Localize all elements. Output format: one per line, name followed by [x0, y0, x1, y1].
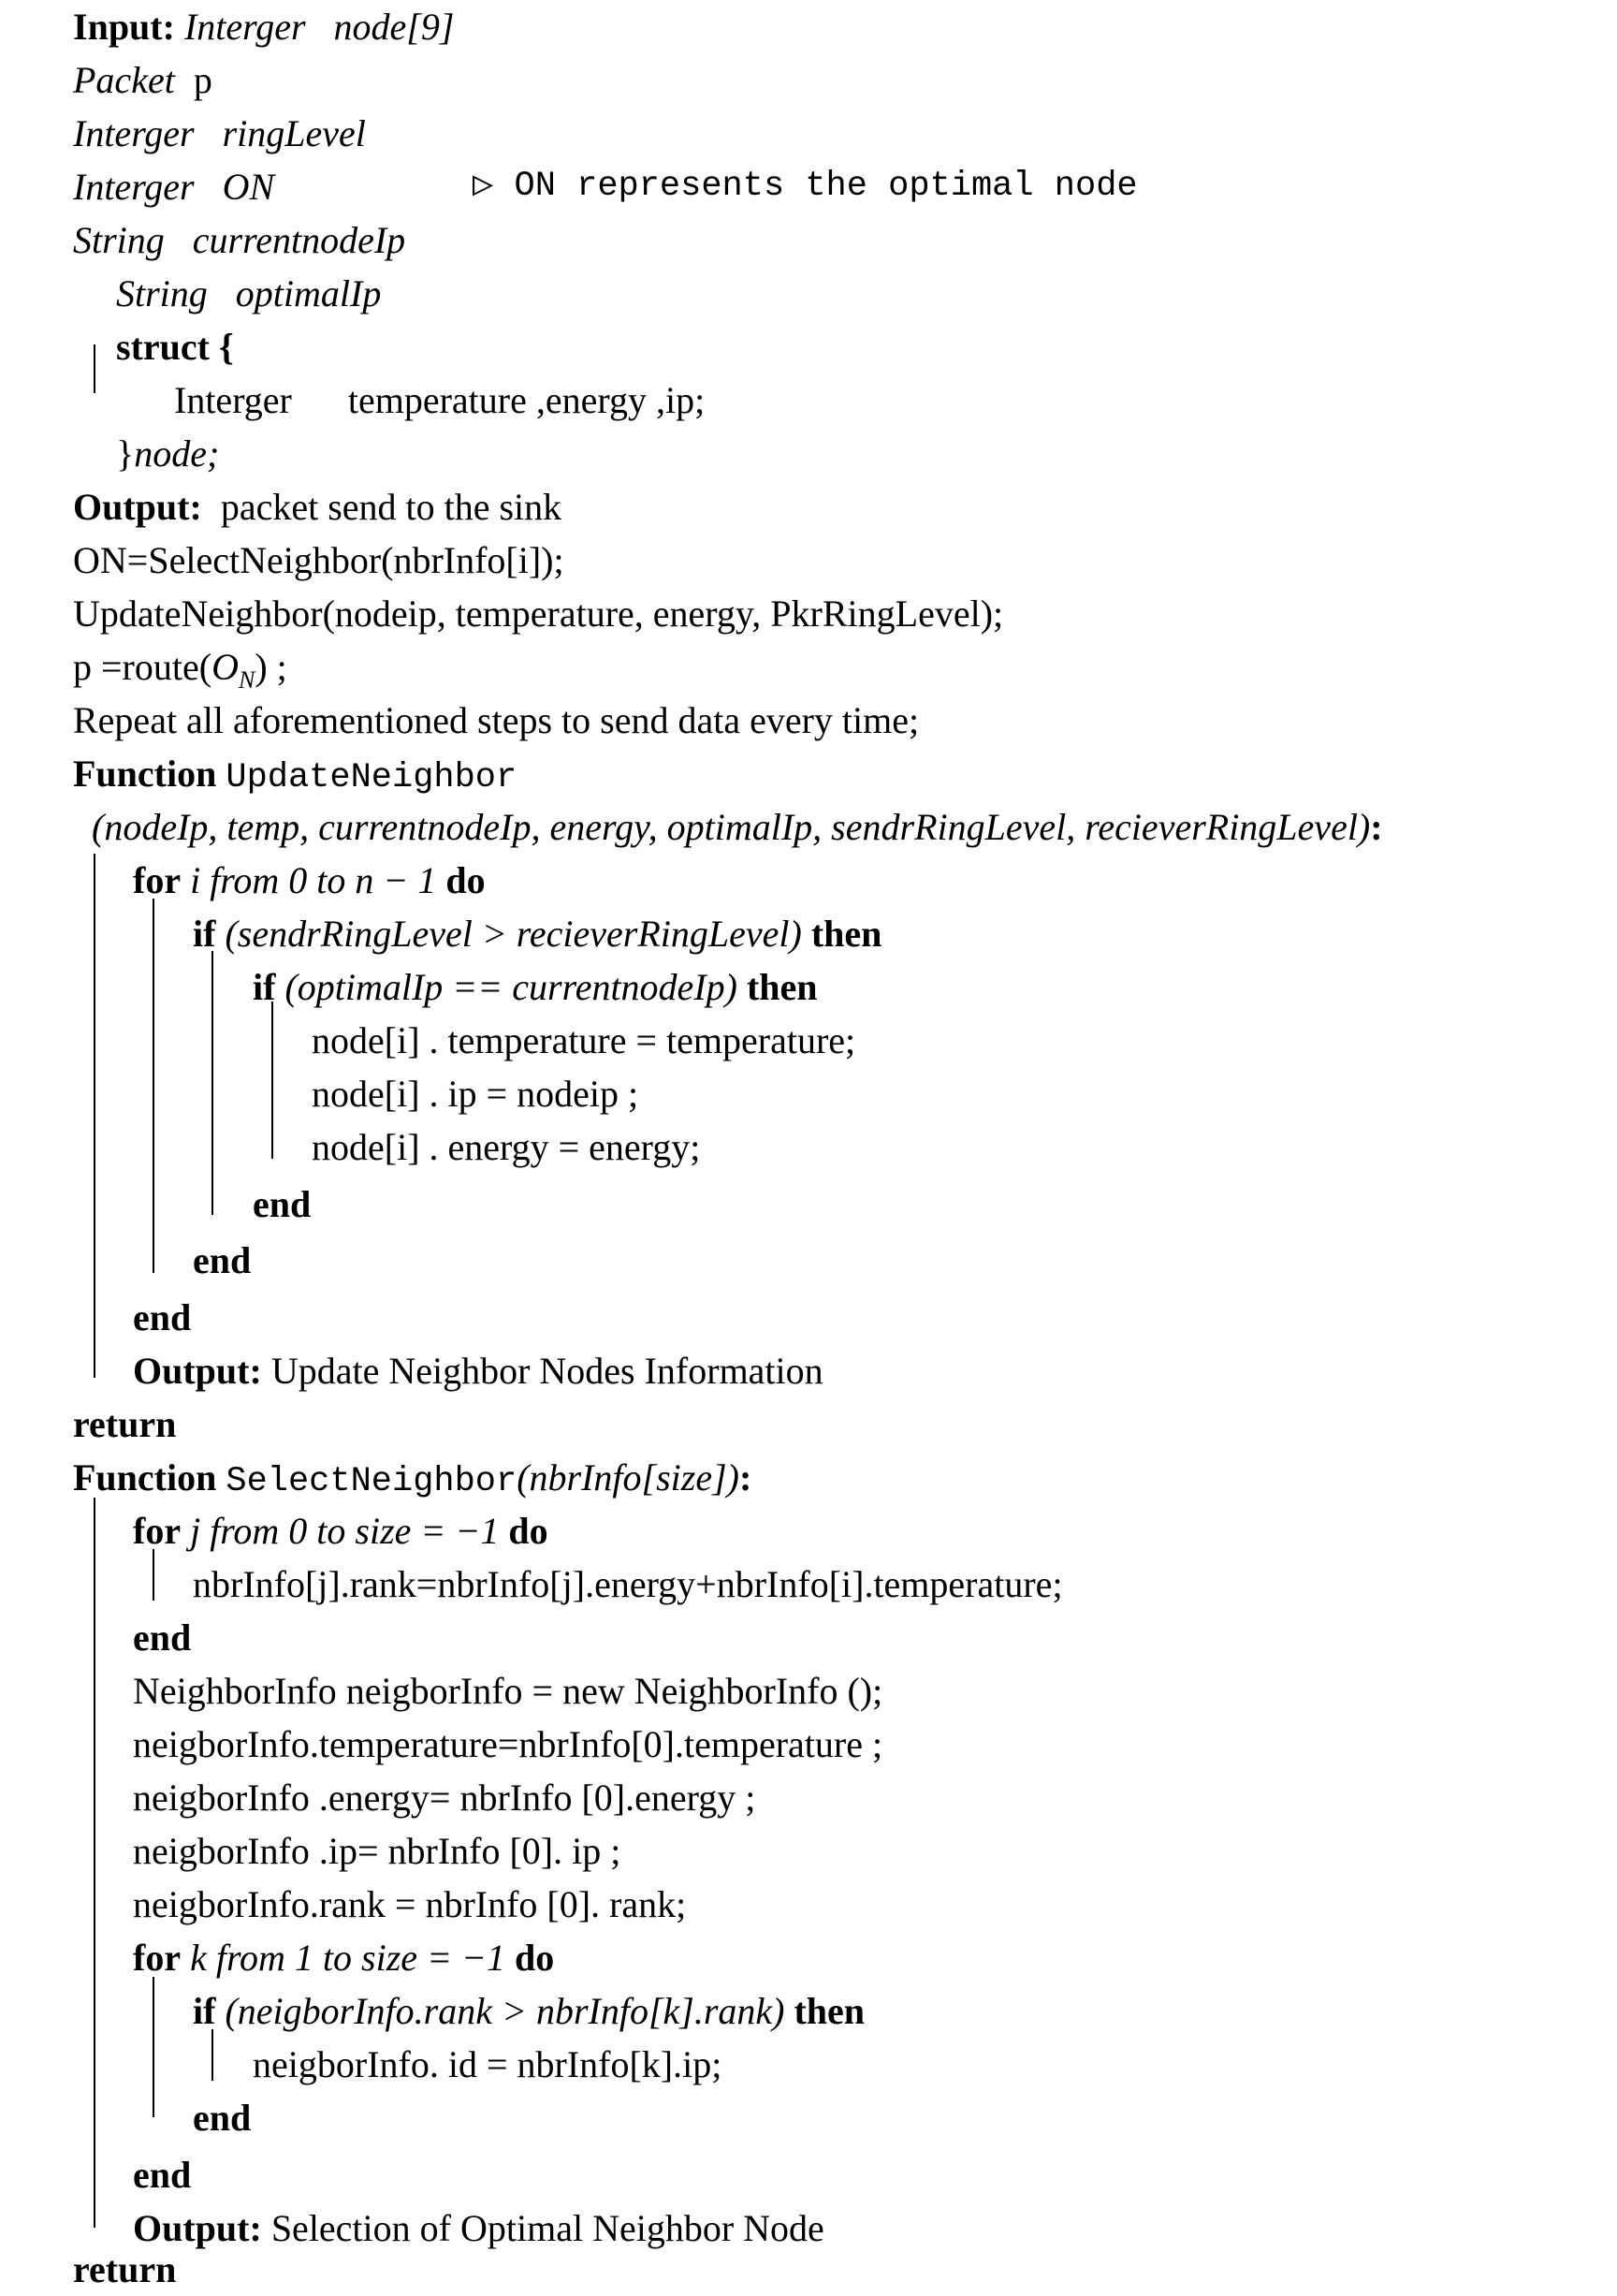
- for-keyword: for: [133, 859, 182, 901]
- do-keyword: do: [445, 859, 486, 901]
- if-keyword: if: [193, 913, 216, 955]
- struct-name: node;: [134, 432, 220, 475]
- comment-text: ON represents the optimal node: [514, 167, 1138, 206]
- function-keyword: Function: [73, 1456, 217, 1499]
- then-keyword: then: [794, 1990, 866, 2032]
- output-text: Update Neighbor Nodes Information: [270, 1350, 823, 1392]
- end-keyword: end: [193, 2097, 252, 2139]
- output-text: Selection of Optimal Neighbor Node: [270, 2207, 824, 2249]
- if-keyword: if: [193, 1990, 216, 2032]
- colon: :: [739, 1456, 752, 1499]
- struct-field-line: [174, 373, 705, 427]
- if-keyword: if: [253, 966, 276, 1008]
- for-line: [133, 1504, 548, 1557]
- decl-line: [73, 53, 212, 107]
- assignment: node[i] . energy = energy;: [312, 1126, 701, 1168]
- statement: neigborInfo .energy= nbrInfo [0].energy ;: [133, 1777, 756, 1819]
- return-keyword: return: [73, 2248, 177, 2290]
- for-range: k from 1 to size = −1: [190, 1937, 506, 1979]
- input-line: [73, 0, 454, 53]
- input-label: Input:: [73, 6, 175, 48]
- return-keyword: return: [73, 1403, 177, 1445]
- output-text: packet send to the sink: [220, 486, 562, 528]
- block-guide-line: [153, 899, 154, 1273]
- function-name: UpdateNeighbor: [226, 758, 517, 797]
- field-names: temperature ,energy ,ip;: [347, 379, 706, 421]
- route-tail: ) ;: [255, 646, 287, 688]
- block-guide-line: [94, 1498, 95, 2228]
- decl-name: node[9]: [333, 6, 455, 48]
- route-sub: N: [238, 666, 255, 694]
- assignment: neigborInfo. id = nbrInfo[k].ip;: [253, 2043, 722, 2085]
- block-guide-line: [153, 1977, 154, 2117]
- triangle-comment-icon: ▷: [473, 167, 494, 206]
- end-keyword: end: [133, 1616, 192, 1659]
- output-line: [73, 480, 561, 534]
- decl-type: String: [116, 272, 208, 314]
- block-guide-line: [94, 854, 95, 1378]
- function-output: [133, 1344, 823, 1397]
- params: (nbrInfo[size]): [517, 1456, 739, 1499]
- then-keyword: then: [810, 913, 882, 955]
- assignment: node[i] . ip = nodeip ;: [312, 1073, 639, 1115]
- for-line: [133, 1931, 554, 1984]
- if-line: [253, 960, 818, 1014]
- block-guide-line: [153, 1549, 154, 1601]
- function-keyword: Function: [73, 753, 217, 795]
- statement: neigborInfo.temperature=nbrInfo[0].temperature ;: [133, 1723, 883, 1765]
- function-params: [92, 800, 1383, 854]
- if-condition: (sendrRingLevel > recieverRingLevel): [225, 913, 802, 955]
- statement: neigborInfo.rank = nbrInfo [0]. rank;: [133, 1883, 687, 1925]
- for-keyword: for: [133, 1510, 182, 1552]
- if-condition: (optimalIp == currentnodeIp): [284, 966, 737, 1008]
- decl-type: Interger: [73, 166, 195, 208]
- main-statement: [73, 640, 287, 694]
- for-line: [133, 854, 486, 907]
- if-condition: (neigborInfo.rank > nbrInfo[k].rank): [225, 1990, 785, 2032]
- field-type: Interger: [174, 379, 292, 421]
- decl-type: String: [73, 219, 165, 261]
- decl-line: [73, 107, 366, 160]
- do-keyword: do: [515, 1937, 555, 1979]
- decl-type: Interger: [183, 6, 306, 48]
- main-statement: Repeat all aforementioned steps to send data every time;: [73, 699, 920, 741]
- function-header: [73, 1451, 751, 1504]
- comment: [473, 160, 1138, 213]
- decl-name: p: [193, 59, 212, 101]
- if-line: [193, 907, 881, 960]
- colon: :: [1370, 806, 1383, 848]
- decl-line: [116, 267, 381, 320]
- struct-close: }: [116, 432, 135, 475]
- assignment: node[i] . temperature = temperature;: [312, 1019, 856, 1061]
- function-name: SelectNeighbor: [226, 1462, 517, 1501]
- struct-close-line: [116, 427, 219, 480]
- do-keyword: do: [508, 1510, 548, 1552]
- statement: NeighborInfo neigborInfo = new NeighborInfo ();: [133, 1670, 883, 1712]
- then-keyword: then: [746, 966, 818, 1008]
- end-keyword: end: [253, 1183, 312, 1225]
- decl-name: optimalIp: [235, 272, 382, 314]
- output-label: Output:: [73, 486, 202, 528]
- end-keyword: end: [193, 1239, 252, 1281]
- end-keyword: end: [133, 1296, 192, 1338]
- for-range: i from 0 to n − 1: [190, 859, 437, 901]
- function-header: [73, 747, 517, 800]
- route-call: p =route(: [73, 646, 212, 688]
- statement: neigborInfo .ip= nbrInfo [0]. ip ;: [133, 1830, 621, 1872]
- route-arg: O: [211, 646, 239, 688]
- main-statement: UpdateNeighbor(nodeip, temperature, energy, PkrRingLevel);: [73, 592, 1004, 635]
- if-line: [193, 1984, 865, 2038]
- struct-keyword: struct {: [116, 326, 234, 368]
- end-keyword: end: [133, 2154, 192, 2196]
- block-guide-line: [211, 951, 213, 1215]
- main-statement: ON=SelectNeighbor(nbrInfo[i]);: [73, 539, 564, 581]
- decl-name: currentnodeIp: [192, 219, 406, 261]
- output-label: Output:: [133, 2207, 262, 2249]
- assignment: nbrInfo[j].rank=nbrInfo[j].energy+nbrInfo[i].temperature;: [193, 1563, 1063, 1605]
- decl-line: [73, 160, 274, 213]
- block-guide-line: [94, 344, 95, 393]
- function-output: [133, 2201, 824, 2255]
- params: (nodeIp, temp, currentnodeIp, energy, optimalIp, sendrRingLevel, recieverRingLevel): [92, 806, 1371, 848]
- block-guide-line: [271, 1002, 273, 1159]
- for-keyword: for: [133, 1937, 182, 1979]
- decl-line: [73, 213, 405, 267]
- decl-name: ringLevel: [222, 112, 366, 154]
- decl-type: Interger: [73, 112, 195, 154]
- output-label: Output:: [133, 1350, 262, 1392]
- block-guide-line: [211, 2029, 213, 2081]
- decl-name: ON: [222, 166, 275, 208]
- for-range: j from 0 to size = −1: [190, 1510, 500, 1552]
- decl-type: Packet: [73, 59, 175, 101]
